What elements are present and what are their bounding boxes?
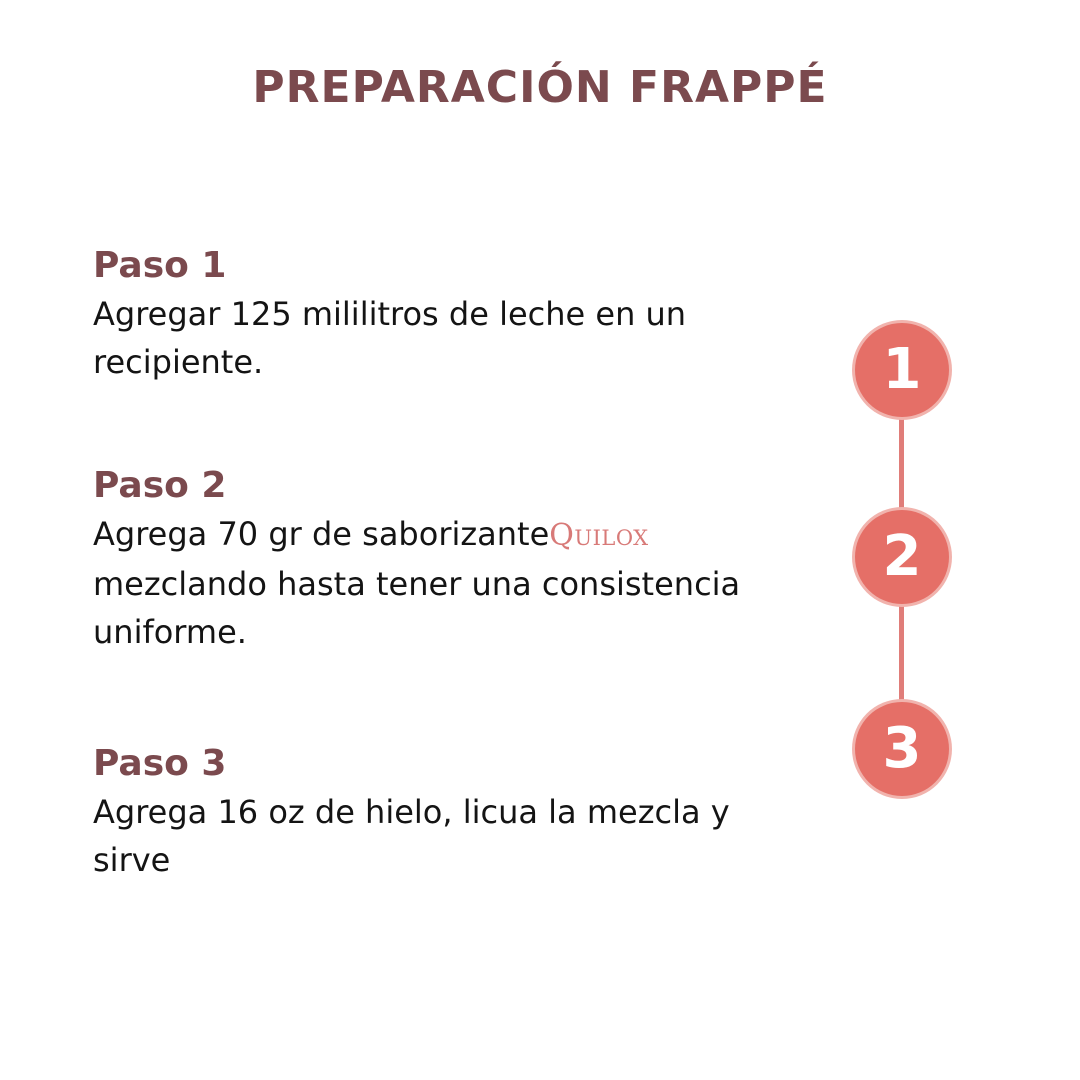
brand-name: Quilox: [549, 518, 649, 553]
page-title: PREPARACIÓN FRAPPÉ: [252, 62, 828, 113]
step-2-text-after: mezclando hasta tener una consistencia uniforme.: [93, 565, 741, 651]
step-2-text: [93, 510, 753, 656]
step-3-heading: Paso 3: [93, 743, 227, 784]
step-3-number-badge: 3: [855, 702, 949, 796]
step-2: [93, 462, 813, 656]
step-1: [93, 242, 813, 386]
step-3-text: Agrega 16 oz de hielo, licua la mezcla y sirve: [93, 793, 730, 879]
step-1-heading: Paso 1: [93, 245, 227, 286]
step-1-number-badge: 1: [855, 323, 949, 417]
step-2-number-badge: 2: [855, 510, 949, 604]
step-3: [93, 740, 813, 884]
step-2-heading: Paso 2: [93, 465, 227, 506]
step-1-text: Agregar 125 mililitros de leche en un recipiente.: [93, 295, 687, 381]
step-2-text-before: Agrega 70 gr de saborizante: [93, 515, 550, 553]
